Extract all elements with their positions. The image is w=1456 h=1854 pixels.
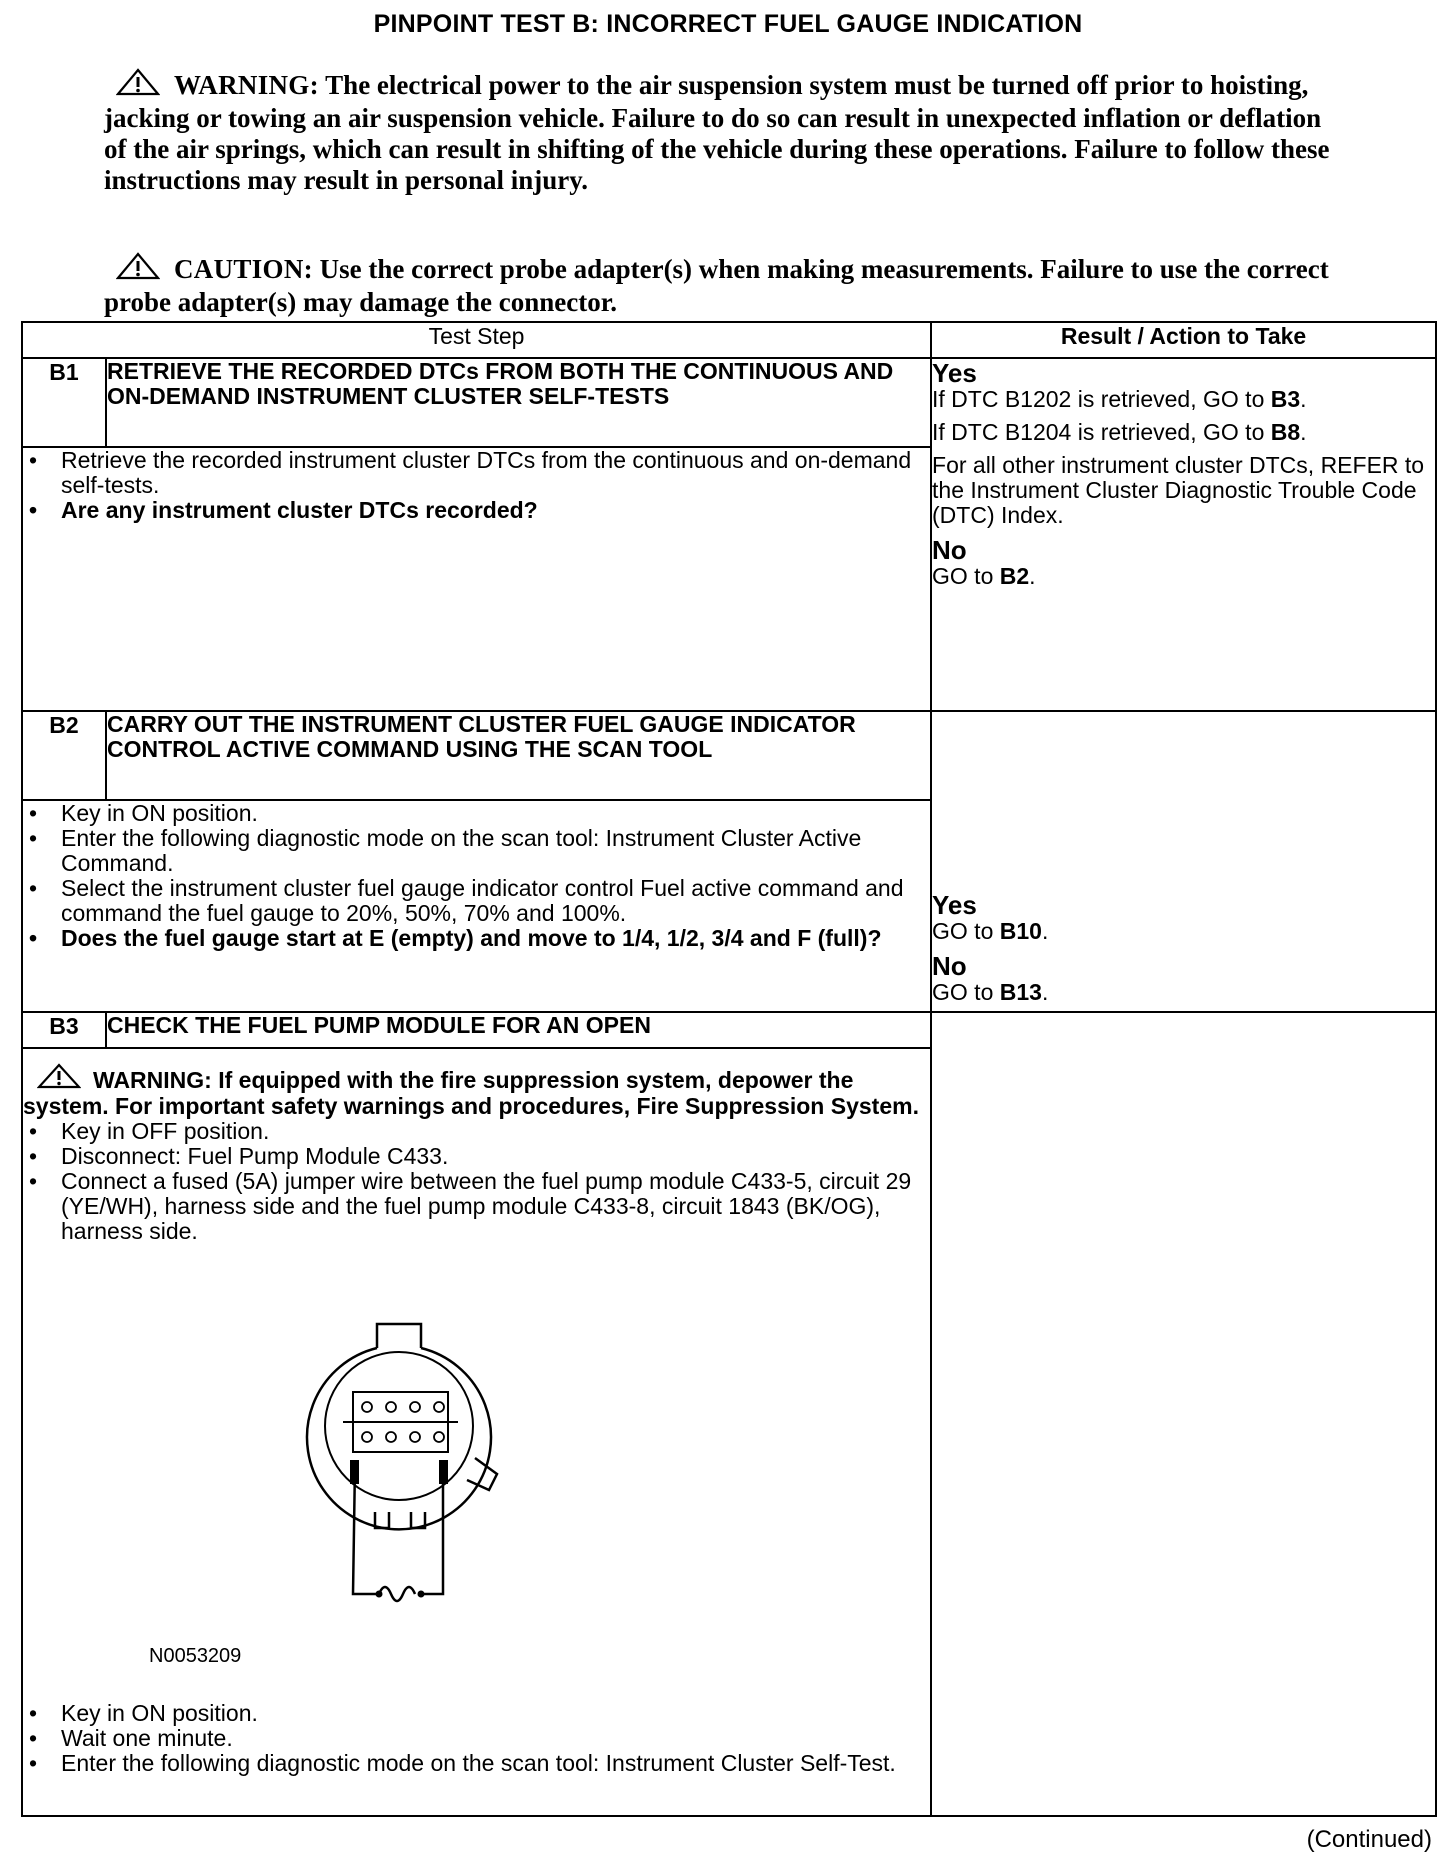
list-item: • Select the instrument cluster fuel gauge indicator control Fuel active command and command the fuel gauge to 20%, 50%, 70% and 100%. <box>23 876 930 926</box>
caution-triangle-icon <box>116 252 160 287</box>
header-result: Result / Action to Take <box>931 322 1436 358</box>
connector-diagram <box>23 1264 930 1644</box>
table-header-row <box>22 322 1436 358</box>
list-item: • Disconnect: Fuel Pump Module C433. <box>23 1144 930 1169</box>
step-heading-b3: CHECK THE FUEL PUMP MODULE FOR AN OPEN <box>106 1012 931 1048</box>
result-line: If DTC B1202 is retrieved, GO to B3. <box>932 386 1307 412</box>
result-yes-label: Yes <box>932 890 977 920</box>
continued-label: (Continued) <box>1306 1826 1432 1853</box>
list-item: • Key in ON position. <box>23 801 930 826</box>
table-row <box>22 711 1436 800</box>
result-line: For all other instrument cluster DTCs, REFER to the Instrument Cluster Diagnostic Trouble Code (DTC) Index. <box>932 452 1425 528</box>
connector-illustration <box>23 1264 823 1624</box>
caution-notice <box>104 252 1344 318</box>
header-test-step: Test Step <box>22 322 931 358</box>
caution-label: CAUTION: <box>174 254 313 284</box>
result-line: GO to B13. <box>932 979 1049 1005</box>
result-line: If DTC B1204 is retrieved, GO to B8. <box>932 419 1307 445</box>
page-title: PINPOINT TEST B: INCORRECT FUEL GAUGE INDICATION <box>373 10 1083 38</box>
result-line: GO to B2. <box>932 563 1036 589</box>
step-heading-b1: RETRIEVE THE RECORDED DTCs FROM BOTH THE CONTINUOUS AND ON-DEMAND INSTRUMENT CLUSTER SELF-TESTS <box>106 358 931 447</box>
table-row <box>22 358 1436 447</box>
warning-text: The electrical power to the air suspension system must be turned off prior to hoisting, jacking or towing an air suspension vehicle. Failure to do so can result in unexpected inflation or deflation of the air springs, which can result in shifting of the vehicle during these operations. Failure to follow these instructions may result in personal injury. <box>104 70 1330 195</box>
step-heading-b2: CARRY OUT THE INSTRUMENT CLUSTER FUEL GAUGE INDICATOR CONTROL ACTIVE COMMAND USING THE SCAN TOOL <box>106 711 931 800</box>
caution-text: Use the correct probe adapter(s) when making measurements. Failure to use the correct probe adapter(s) may damage the connector. <box>104 254 1329 317</box>
table-row <box>22 1012 1436 1048</box>
list-item: • Are any instrument cluster DTCs recorded? <box>23 498 930 523</box>
step-body-b1 <box>22 447 931 711</box>
result-cell-b3 <box>931 1012 1436 1816</box>
list-item: • Wait one minute. <box>23 1726 930 1751</box>
result-cell-b1 <box>931 358 1436 711</box>
list-item: • Does the fuel gauge start at E (empty) and move to 1/4, 1/2, 3/4 and F (full)? <box>23 926 930 951</box>
list-item: • Connect a fused (5A) jumper wire between the fuel pump module C433-5, circuit 29 (YE/WH), harness side and the fuel pump module C433-8, circuit 1843 (BK/OG), harness side. <box>23 1169 930 1244</box>
result-line: GO to B10. <box>932 918 1049 944</box>
step-warning-text: WARNING: If equipped with the fire suppression system, depower the system. For important safety warnings and procedures, Fire Suppression System. <box>23 1067 919 1119</box>
list-item: • Enter the following diagnostic mode on the scan tool: Instrument Cluster Self-Test. <box>23 1751 930 1776</box>
step-body-b2 <box>22 800 931 1012</box>
figure-id: N0053209 <box>149 1645 242 1667</box>
list-item: • Key in OFF position. <box>23 1119 930 1144</box>
result-cell-b2 <box>931 711 1436 1012</box>
warning-triangle-icon <box>116 68 160 103</box>
warning-notice <box>104 68 1344 196</box>
list-item: • Enter the following diagnostic mode on the scan tool: Instrument Cluster Active Command. <box>23 826 930 876</box>
step-body-b3 <box>22 1048 931 1816</box>
step-id-b3: B3 <box>22 1012 106 1048</box>
test-step-table <box>21 321 1437 1817</box>
result-yes-label: Yes <box>932 358 977 388</box>
list-item: • Key in ON position. <box>23 1701 930 1726</box>
step-bullets <box>23 448 930 523</box>
result-no-label: No <box>932 951 967 981</box>
step-bullets <box>23 1701 930 1776</box>
step-id-b1: B1 <box>22 358 106 447</box>
result-no-label: No <box>932 535 967 565</box>
step-warning <box>23 1063 930 1119</box>
step-bullets <box>23 801 930 951</box>
list-item: • Retrieve the recorded instrument cluster DTCs from the continuous and on-demand self-tests. <box>23 448 930 498</box>
step-id-b2: B2 <box>22 711 106 800</box>
warning-triangle-icon <box>37 1063 81 1094</box>
warning-label: WARNING: <box>174 70 319 100</box>
step-bullets <box>23 1119 930 1244</box>
